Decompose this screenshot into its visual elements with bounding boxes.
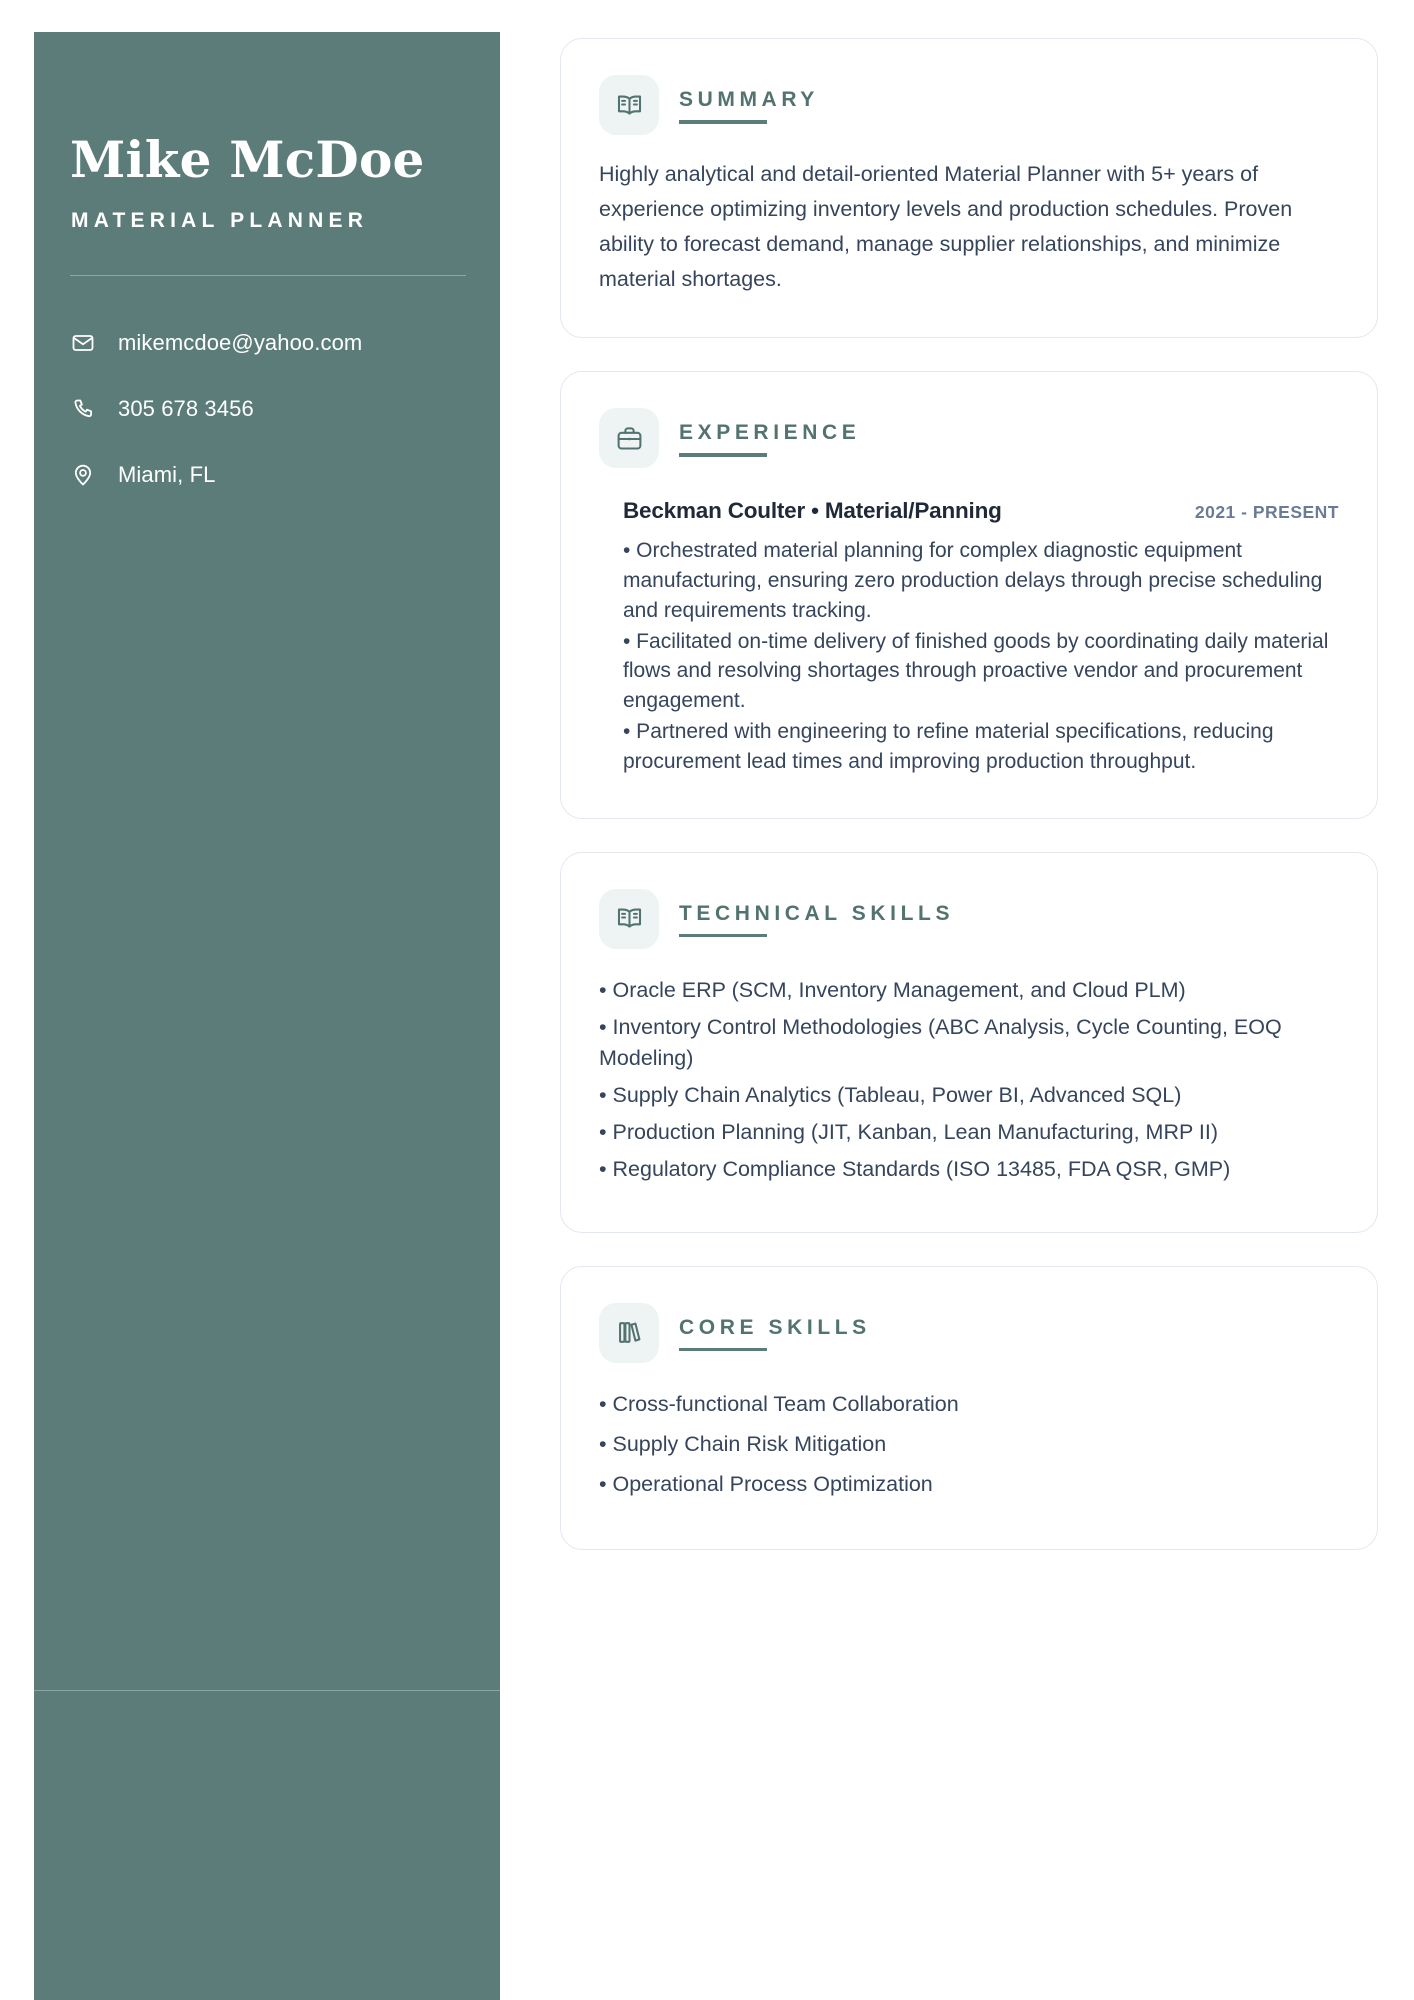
technical-skills-header (599, 889, 1339, 949)
briefcase-icon (599, 408, 659, 468)
contact-phone-value: 305 678 3456 (118, 396, 254, 421)
contact-item-email[interactable] (70, 330, 468, 356)
section-title-experience: EXPERIENCE (679, 421, 861, 445)
section-underline (679, 934, 767, 937)
job-bullet-list (623, 536, 1339, 777)
section-title-summary: SUMMARY (679, 88, 819, 112)
section-underline (679, 1348, 767, 1351)
core-skill-item: • Cross-functional Team Collaboration (599, 1391, 959, 1416)
main-content (560, 38, 1378, 1583)
technical-skill-item: • Production Planning (JIT, Kanban, Lean Manufacturing, MRP II) (599, 1120, 1219, 1145)
technical-skills-list (599, 975, 1339, 1186)
job-bullet: • Facilitated on-time delivery of finished goods by coordinating daily material flows and resolving shortages through proactive vendor and procurement engagement. (623, 629, 1329, 713)
core-skills-header (599, 1303, 1339, 1363)
job-bullet: • Partnered with engineering to refine material specifications, reducing procurement lead times and improving production throughput. (623, 720, 1274, 773)
technical-skill-item: • Oracle ERP (SCM, Inventory Management, and Cloud PLM) (599, 977, 1186, 1002)
open-book-icon (599, 889, 659, 949)
open-book-icon (599, 75, 659, 135)
summary-text: Highly analytical and detail-oriented Material Planner with 5+ years of experience optimizing inventory levels and production schedules. Proven ability to forecast demand, manage supplier relationships, and minimize material shortages. (599, 162, 1293, 292)
core-skill-item: • Operational Process Optimization (599, 1472, 933, 1496)
contact-location-value: Miami, FL (118, 462, 216, 487)
job-bullet: • Orchestrated material planning for complex diagnostic equipment manufacturing, ensuring zero production delays through precise scheduling and requirements tracking. (623, 539, 1323, 622)
section-title-technical-skills: TECHNICAL SKILLS (679, 901, 955, 925)
books-shelf-icon (599, 1303, 659, 1363)
sidebar (34, 32, 500, 2000)
sidebar-divider (70, 275, 466, 276)
job-entry (599, 498, 1339, 777)
technical-skill-item: • Supply Chain Analytics (Tableau, Power BI, Advanced SQL) (599, 1083, 1182, 1108)
contact-email-value: mikemcdoe@yahoo.com (118, 330, 363, 355)
job-date-range: 2021 - PRESENT (1194, 502, 1339, 523)
contact-item-location[interactable] (70, 462, 468, 488)
candidate-name: Mike McDoe (70, 130, 425, 189)
experience-header (599, 408, 1339, 468)
core-skill-item: • Supply Chain Risk Mitigation (599, 1431, 887, 1456)
section-underline (679, 120, 767, 123)
technical-skill-item: • Regulatory Compliance Standards (ISO 13485, FDA QSR, GMP) (599, 1157, 1231, 1182)
section-core-skills (560, 1266, 1378, 1551)
page-break-divider (34, 1690, 500, 1691)
contact-list (70, 330, 468, 488)
candidate-job-title: MATERIAL PLANNER (71, 209, 369, 232)
section-technical-skills (560, 852, 1378, 1233)
summary-header (599, 75, 1339, 135)
core-skills-list (599, 1389, 1339, 1501)
section-summary (560, 38, 1378, 338)
technical-skill-item: • Inventory Control Methodologies (ABC Analysis, Cycle Counting, EOQ Modeling) (599, 1014, 1282, 1070)
section-title-core-skills: CORE SKILLS (679, 1315, 871, 1339)
job-title-row (623, 498, 1339, 524)
section-experience (560, 371, 1378, 819)
map-pin-icon (70, 462, 96, 488)
section-underline (679, 453, 767, 456)
envelope-icon (70, 330, 96, 356)
phone-icon (70, 396, 96, 422)
job-company-and-role: Beckman Coulter • Material/Panning (623, 498, 1002, 524)
contact-item-phone[interactable] (70, 396, 468, 422)
